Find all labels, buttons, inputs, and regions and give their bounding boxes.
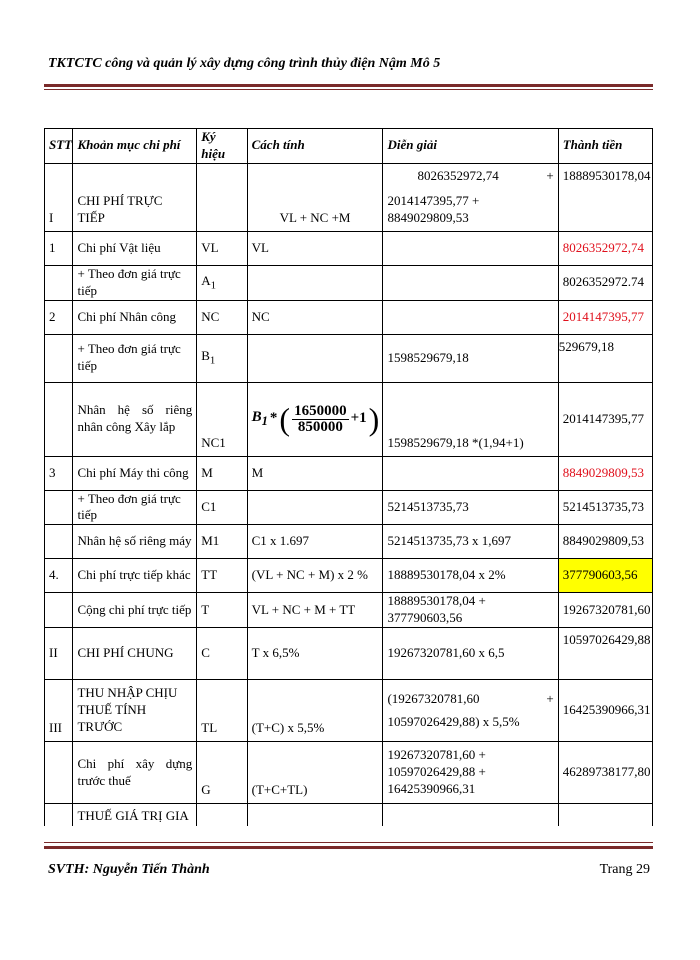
cell-symbol: VL: [197, 231, 247, 265]
symbol-base: A: [201, 272, 211, 288]
cell-description: [383, 163, 558, 231]
formula-fraction: [292, 404, 349, 435]
table-row: [45, 525, 653, 559]
cell-description: [383, 231, 558, 265]
cell-total: 18889530178,04: [558, 163, 652, 231]
cell-item: Nhân hệ số riêng nhân công Xây lắp: [73, 382, 197, 456]
header-divider-thin: [44, 89, 653, 90]
table-row: [45, 265, 653, 300]
cell-total: 19267320781,60: [558, 593, 652, 628]
cell-item: CHI PHÍ TRỰC TIẾP: [73, 163, 197, 231]
symbol-subscript: 1: [210, 279, 217, 292]
cell-method: VL + NC +M: [247, 163, 383, 231]
desc-part-b: +: [546, 690, 554, 706]
cell-symbol: [197, 265, 247, 300]
table-row: [45, 680, 653, 742]
desc-part-b: +: [546, 167, 554, 183]
desc-part-a: (19267320781,60: [387, 690, 480, 706]
table-row: [45, 382, 653, 456]
footer-divider-thin: [44, 842, 653, 843]
col-header-method: Cách tính: [247, 129, 383, 164]
cell-symbol: TL: [197, 680, 247, 742]
cell-symbol: [197, 334, 247, 382]
cell-total: 16425390966,31: [558, 680, 652, 742]
cell-stt: 1: [45, 231, 73, 265]
cell-symbol: C1: [197, 490, 247, 525]
cell-item: CHI PHÍ CHUNG: [73, 628, 197, 680]
cell-total: 46289738177,80: [558, 742, 652, 804]
cell-method: (VL + NC + M) x 2 %: [247, 559, 383, 593]
cell-item: THUẾ GIÁ TRỊ GIA: [73, 804, 197, 826]
cell-description: [383, 680, 558, 742]
cell-stt: [45, 742, 73, 804]
formula-denominator: 850000: [297, 418, 343, 435]
cell-description: 5214513735,73: [383, 490, 558, 525]
cell-description: 19267320781,60 x 6,5: [383, 628, 558, 680]
cell-method: T x 6,5%: [247, 628, 383, 680]
cell-description: [383, 456, 558, 490]
formula-close-paren: ): [368, 401, 380, 438]
cell-symbol: NC: [197, 300, 247, 334]
symbol-subscript: 1: [209, 354, 216, 367]
cell-method: M: [247, 456, 383, 490]
cost-table: [44, 128, 653, 826]
formula-times: *: [269, 410, 278, 427]
cell-symbol: [197, 804, 247, 826]
cell-symbol: TT: [197, 559, 247, 593]
formula-plus: +1: [350, 410, 367, 427]
header-divider: [44, 84, 653, 87]
formula: [251, 401, 380, 438]
footer-author: SVTH: Nguyễn Tiến Thành: [48, 862, 210, 877]
cell-symbol: NC1: [197, 382, 247, 456]
cell-total: 8026352972,74: [558, 231, 652, 265]
cell-stt: [45, 490, 73, 525]
cell-item: Chi phí Vật liệu: [73, 231, 197, 265]
table-row: [45, 163, 653, 231]
cell-symbol: T: [197, 593, 247, 628]
cell-total: [558, 804, 652, 826]
table-row: [45, 804, 653, 826]
cell-description: [383, 300, 558, 334]
cell-method: [247, 265, 383, 300]
document-header-title: TKTCTC công và quản lý xây dựng công trình thủy điện Nậm Mô 5: [48, 56, 441, 71]
cell-item: Chi phí xây dựng trước thuế: [73, 742, 197, 804]
cell-stt: II: [45, 628, 73, 680]
table-header-row: [45, 129, 653, 164]
table-row: [45, 490, 653, 525]
cell-description: [383, 804, 558, 826]
cell-method-formula: [247, 382, 383, 456]
desc-part-c: 10597026429,88) x 5,5%: [387, 713, 520, 729]
cell-symbol: M1: [197, 525, 247, 559]
cell-description: 1598529679,18: [383, 334, 558, 382]
table-row: [45, 300, 653, 334]
formula-b: [252, 408, 268, 429]
cell-stt: I: [45, 163, 73, 231]
cell-total-highlighted: 377790603,56: [558, 559, 652, 593]
footer-divider: [44, 846, 653, 849]
desc-part-a: 8026352972,74: [417, 167, 499, 183]
cell-method: (T+C) x 5,5%: [247, 680, 383, 742]
cell-stt: [45, 525, 73, 559]
col-header-description: Diễn giải: [383, 129, 558, 164]
cell-description: 1598529679,18 *(1,94+1): [383, 382, 558, 456]
cell-stt: III: [45, 680, 73, 742]
cell-stt: 3: [45, 456, 73, 490]
cell-item: + Theo đơn giá trực tiếp: [73, 334, 197, 382]
formula-numerator: 1650000: [294, 402, 347, 419]
cell-method: VL: [247, 231, 383, 265]
cell-description: [383, 265, 558, 300]
col-header-stt: STT: [45, 129, 73, 164]
cell-method: VL + NC + M + TT: [247, 593, 383, 628]
cell-item: Chi phí Máy thi công: [73, 456, 197, 490]
cell-item: Chi phí trực tiếp khác: [73, 559, 197, 593]
cell-total: 2014147395,77: [558, 382, 652, 456]
cell-item: + Theo đơn giá trực tiếp: [73, 265, 197, 300]
cell-description: 18889530178,04 + 377790603,56: [383, 593, 558, 628]
cell-method: C1 x 1.697: [247, 525, 383, 559]
cell-total: 2014147395,77: [558, 300, 652, 334]
cell-item: THU NHẬP CHỊU THUẾ TÍNH TRƯỚC: [73, 680, 197, 742]
cell-method: (T+C+TL): [247, 742, 383, 804]
cell-method: [247, 334, 383, 382]
formula-b-sub: 1: [261, 414, 268, 429]
table-row: [45, 456, 653, 490]
cell-description: 19267320781,60 + 10597026429,88 + 16425390966,31: [383, 742, 558, 804]
cell-symbol: M: [197, 456, 247, 490]
cell-symbol: C: [197, 628, 247, 680]
cell-method: [247, 490, 383, 525]
cell-description: 18889530178,04 x 2%: [383, 559, 558, 593]
table-row: [45, 742, 653, 804]
cell-stt: [45, 804, 73, 826]
cell-method: NC: [247, 300, 383, 334]
cell-stt: [45, 334, 73, 382]
col-header-total: Thành tiền: [558, 129, 652, 164]
cell-item: Nhân hệ số riêng máy: [73, 525, 197, 559]
cell-symbol: G: [197, 742, 247, 804]
footer-page-number: Trang 29: [599, 862, 650, 877]
cell-total: 5214513735,73: [558, 490, 652, 525]
table-row: [45, 559, 653, 593]
col-header-item: Khoản mục chi phí: [73, 129, 197, 164]
cell-item: + Theo đơn giá trực tiếp: [73, 490, 197, 525]
table-row: [45, 593, 653, 628]
cell-description: 5214513735,73 x 1,697: [383, 525, 558, 559]
cell-total: 8026352972.74: [558, 265, 652, 300]
cell-item: Chi phí Nhân công: [73, 300, 197, 334]
cell-method: [247, 804, 383, 826]
cell-stt: 4.: [45, 559, 73, 593]
cell-total: 529679,18: [558, 334, 652, 382]
cell-stt: 2: [45, 300, 73, 334]
desc-part-c: 2014147395,77 + 8849029809,53: [387, 192, 480, 225]
table-row: [45, 231, 653, 265]
cell-stt: [45, 382, 73, 456]
formula-b-base: B: [251, 409, 262, 426]
cell-total: 8849029809,53: [558, 525, 652, 559]
table-row: [45, 334, 653, 382]
cell-stt: [45, 593, 73, 628]
table-row: [45, 628, 653, 680]
cell-item: Cộng chi phí trực tiếp: [73, 593, 197, 628]
cell-symbol: [197, 163, 247, 231]
cell-total: 10597026429,88: [558, 628, 652, 680]
cost-table-container: [44, 128, 653, 826]
symbol-base: B: [201, 348, 210, 364]
cell-stt: [45, 265, 73, 300]
cell-total: 8849029809,53: [558, 456, 652, 490]
formula-open-paren: (: [279, 401, 291, 438]
col-header-symbol: Ký hiệu: [197, 129, 247, 164]
